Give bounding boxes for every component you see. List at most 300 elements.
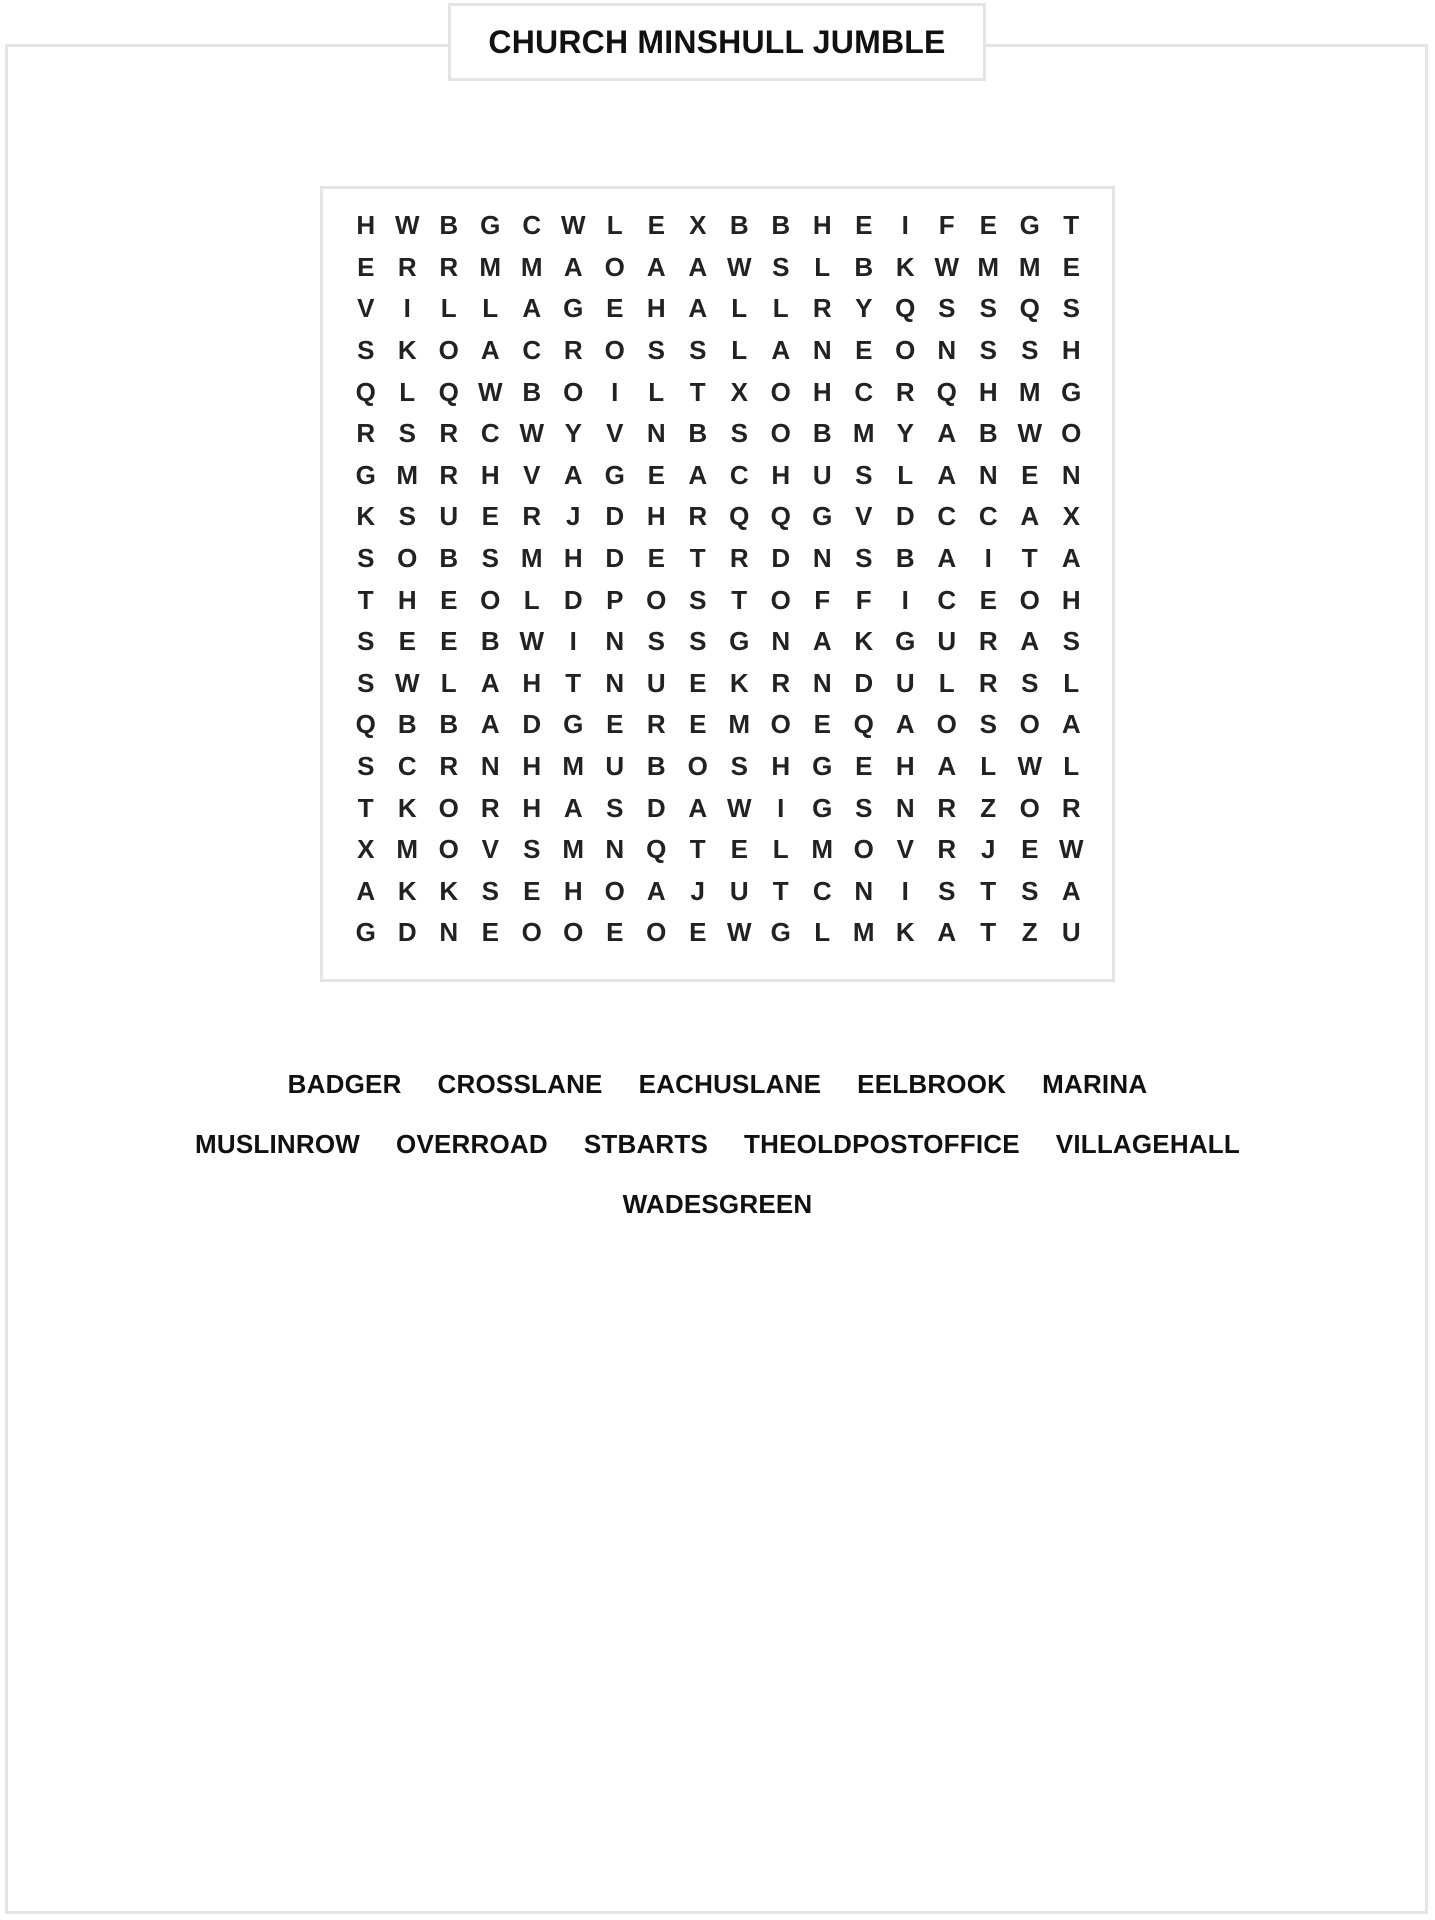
grid-letter[interactable]: R xyxy=(356,418,376,449)
grid-letter[interactable]: A xyxy=(937,418,957,449)
grid-letter[interactable]: U xyxy=(895,667,915,698)
grid-letter[interactable]: H xyxy=(895,751,915,782)
grid-letter[interactable]: E xyxy=(1062,251,1080,282)
grid-letter[interactable]: R xyxy=(688,501,708,532)
grid-letter[interactable]: E xyxy=(481,501,499,532)
grid-letter[interactable]: T xyxy=(689,834,706,865)
grid-letter[interactable]: G xyxy=(563,709,584,740)
grid-letter[interactable]: K xyxy=(397,792,417,823)
grid-letter[interactable]: S xyxy=(398,501,416,532)
grid-letter[interactable]: K xyxy=(397,875,417,906)
grid-letter[interactable]: U xyxy=(1061,917,1081,948)
grid-letter[interactable]: E xyxy=(647,543,665,574)
grid-letter[interactable]: A xyxy=(937,459,957,490)
grid-letter[interactable]: L xyxy=(648,376,665,407)
grid-letter[interactable]: S xyxy=(979,709,997,740)
grid-letter[interactable]: S xyxy=(979,335,997,366)
grid-letter[interactable]: O xyxy=(895,335,916,366)
grid-letter[interactable]: S xyxy=(689,626,707,657)
grid-letter[interactable]: M xyxy=(562,834,585,865)
grid-letter[interactable]: U xyxy=(812,459,832,490)
grid-letter[interactable]: E xyxy=(689,709,707,740)
grid-letter[interactable]: I xyxy=(901,584,909,615)
grid-letter[interactable]: L xyxy=(731,335,748,366)
grid-letter[interactable]: S xyxy=(772,251,790,282)
grid-letter[interactable]: H xyxy=(978,376,998,407)
grid-letter[interactable]: S xyxy=(357,751,375,782)
grid-letter[interactable]: Q xyxy=(729,501,750,532)
grid-letter[interactable]: A xyxy=(688,792,708,823)
grid-letter[interactable]: E xyxy=(606,917,624,948)
grid-letter[interactable]: O xyxy=(770,709,791,740)
grid-letter[interactable]: M xyxy=(520,251,543,282)
grid-letter[interactable]: E xyxy=(979,584,997,615)
grid-letter[interactable]: H xyxy=(771,459,791,490)
grid-letter[interactable]: T xyxy=(689,376,706,407)
grid-letter[interactable]: R xyxy=(439,751,459,782)
grid-letter[interactable]: I xyxy=(984,543,992,574)
grid-letter[interactable]: R xyxy=(978,626,998,657)
grid-letter[interactable]: Q xyxy=(1019,293,1040,324)
grid-letter[interactable]: N xyxy=(480,751,500,782)
grid-letter[interactable]: O xyxy=(438,335,459,366)
grid-letter[interactable]: G xyxy=(563,293,584,324)
grid-letter[interactable]: R xyxy=(937,834,957,865)
grid-letter[interactable]: A xyxy=(480,709,500,740)
grid-letter[interactable]: V xyxy=(523,459,541,490)
grid-letter[interactable]: L xyxy=(772,293,789,324)
grid-letter[interactable]: U xyxy=(439,501,459,532)
grid-letter[interactable]: G xyxy=(812,792,833,823)
grid-letter[interactable]: E xyxy=(730,834,748,865)
grid-letter[interactable]: K xyxy=(356,501,376,532)
grid-letter[interactable]: B xyxy=(771,210,791,241)
grid-letter[interactable]: S xyxy=(647,626,665,657)
grid-letter[interactable]: B xyxy=(522,376,542,407)
grid-letter[interactable]: M xyxy=(1018,376,1041,407)
grid-letter[interactable]: S xyxy=(938,293,956,324)
grid-letter[interactable]: S xyxy=(730,751,748,782)
grid-letter[interactable]: I xyxy=(611,376,619,407)
grid-letter[interactable]: S xyxy=(357,667,375,698)
grid-letter[interactable]: H xyxy=(1061,584,1081,615)
grid-letter[interactable]: N xyxy=(937,335,957,366)
grid-letter[interactable]: E xyxy=(357,251,375,282)
grid-letter[interactable]: R xyxy=(895,376,915,407)
grid-letter[interactable]: B xyxy=(397,709,417,740)
grid-letter[interactable]: N xyxy=(812,667,832,698)
grid-letter[interactable]: O xyxy=(770,418,791,449)
grid-letter[interactable]: X xyxy=(689,210,707,241)
grid-letter[interactable]: L xyxy=(731,293,748,324)
grid-letter[interactable]: N xyxy=(812,543,832,574)
grid-letter[interactable]: Q xyxy=(646,834,667,865)
grid-letter[interactable]: L xyxy=(814,251,831,282)
grid-letter[interactable]: O xyxy=(521,917,542,948)
grid-letter[interactable]: N xyxy=(646,418,666,449)
grid-letter[interactable]: V xyxy=(855,501,873,532)
grid-letter[interactable]: O xyxy=(1061,418,1082,449)
grid-letter[interactable]: T xyxy=(689,543,706,574)
grid-letter[interactable]: G xyxy=(812,751,833,782)
grid-letter[interactable]: R xyxy=(439,459,459,490)
grid-letter[interactable]: W xyxy=(1017,751,1043,782)
grid-letter[interactable]: R xyxy=(771,667,791,698)
grid-letter[interactable]: S xyxy=(1062,293,1080,324)
grid-letter[interactable]: S xyxy=(1021,667,1039,698)
grid-letter[interactable]: D xyxy=(771,543,791,574)
grid-letter[interactable]: F xyxy=(855,584,872,615)
grid-letter[interactable]: C xyxy=(480,418,500,449)
grid-letter[interactable]: A xyxy=(771,335,791,366)
grid-letter[interactable]: G xyxy=(895,626,916,657)
grid-letter[interactable]: J xyxy=(690,875,705,906)
grid-letter[interactable]: G xyxy=(355,459,376,490)
grid-letter[interactable]: E xyxy=(606,709,624,740)
grid-letter[interactable]: W xyxy=(934,251,960,282)
grid-letter[interactable]: O xyxy=(563,376,584,407)
grid-letter[interactable]: I xyxy=(901,210,909,241)
grid-letter[interactable]: M xyxy=(520,543,543,574)
grid-letter[interactable]: T xyxy=(980,917,997,948)
grid-letter[interactable]: I xyxy=(901,875,909,906)
grid-letter[interactable]: B xyxy=(895,543,915,574)
grid-letter[interactable]: H xyxy=(480,459,500,490)
grid-letter[interactable]: J xyxy=(566,501,581,532)
grid-letter[interactable]: X xyxy=(357,834,375,865)
grid-letter[interactable]: Q xyxy=(770,501,791,532)
grid-letter[interactable]: T xyxy=(357,584,374,615)
grid-letter[interactable]: V xyxy=(481,834,499,865)
grid-letter[interactable]: L xyxy=(1063,751,1080,782)
grid-letter[interactable]: S xyxy=(689,584,707,615)
grid-letter[interactable]: S xyxy=(1021,335,1039,366)
grid-letter[interactable]: K xyxy=(729,667,749,698)
grid-letter[interactable]: E xyxy=(855,210,873,241)
grid-letter[interactable]: A xyxy=(563,251,583,282)
grid-letter[interactable]: L xyxy=(938,667,955,698)
grid-letter[interactable]: A xyxy=(937,751,957,782)
grid-letter[interactable]: L xyxy=(897,459,914,490)
grid-letter[interactable]: R xyxy=(937,792,957,823)
grid-letter[interactable]: L xyxy=(399,376,416,407)
grid-letter[interactable]: N xyxy=(771,626,791,657)
grid-letter[interactable]: A xyxy=(646,875,666,906)
grid-letter[interactable]: E xyxy=(440,626,458,657)
grid-letter[interactable]: V xyxy=(896,834,914,865)
grid-letter[interactable]: O xyxy=(438,792,459,823)
grid-letter[interactable]: O xyxy=(1019,792,1040,823)
grid-letter[interactable]: S xyxy=(979,293,997,324)
grid-letter[interactable]: Q xyxy=(355,709,376,740)
grid-letter[interactable]: N xyxy=(605,667,625,698)
grid-letter[interactable]: M xyxy=(396,834,419,865)
grid-letter[interactable]: O xyxy=(936,709,957,740)
grid-letter[interactable]: W xyxy=(394,667,420,698)
grid-letter[interactable]: J xyxy=(981,834,996,865)
grid-letter[interactable]: Y xyxy=(855,293,873,324)
grid-letter[interactable]: A xyxy=(356,875,376,906)
grid-letter[interactable]: N xyxy=(895,792,915,823)
grid-letter[interactable]: R xyxy=(1061,792,1081,823)
grid-letter[interactable]: A xyxy=(812,626,832,657)
grid-letter[interactable]: S xyxy=(855,543,873,574)
grid-letter[interactable]: A xyxy=(688,293,708,324)
grid-letter[interactable]: M xyxy=(562,751,585,782)
grid-letter[interactable]: O xyxy=(604,875,625,906)
grid-letter[interactable]: Y xyxy=(564,418,582,449)
grid-letter[interactable]: Q xyxy=(438,376,459,407)
grid-letter[interactable]: Y xyxy=(896,418,914,449)
grid-letter[interactable]: H xyxy=(812,210,832,241)
grid-letter[interactable]: M xyxy=(728,709,751,740)
grid-letter[interactable]: S xyxy=(523,834,541,865)
grid-letter[interactable]: R xyxy=(480,792,500,823)
grid-letter[interactable]: G xyxy=(604,459,625,490)
grid-letter[interactable]: S xyxy=(855,459,873,490)
grid-letter[interactable]: L xyxy=(606,210,623,241)
grid-letter[interactable]: M xyxy=(811,834,834,865)
grid-letter[interactable]: S xyxy=(357,626,375,657)
grid-letter[interactable]: H xyxy=(522,751,542,782)
grid-letter[interactable]: Q xyxy=(853,709,874,740)
grid-letter[interactable]: T xyxy=(1021,543,1038,574)
grid-letter[interactable]: E xyxy=(606,293,624,324)
grid-letter[interactable]: S xyxy=(1062,626,1080,657)
grid-letter[interactable]: T xyxy=(772,875,789,906)
grid-letter[interactable]: W xyxy=(519,418,545,449)
grid-letter[interactable]: L xyxy=(440,293,457,324)
grid-letter[interactable]: B xyxy=(439,210,459,241)
grid-letter[interactable]: S xyxy=(357,543,375,574)
grid-letter[interactable]: G xyxy=(770,917,791,948)
grid-letter[interactable]: L xyxy=(523,584,540,615)
grid-letter[interactable]: C xyxy=(522,210,542,241)
grid-letter[interactable]: E xyxy=(855,335,873,366)
grid-letter[interactable]: A xyxy=(646,251,666,282)
grid-letter[interactable]: L xyxy=(1063,667,1080,698)
grid-letter[interactable]: D xyxy=(605,501,625,532)
grid-letter[interactable]: U xyxy=(646,667,666,698)
grid-letter[interactable]: T xyxy=(357,792,374,823)
grid-letter[interactable]: A xyxy=(1020,501,1040,532)
grid-letter[interactable]: D xyxy=(563,584,583,615)
grid-letter[interactable]: Q xyxy=(895,293,916,324)
grid-letter[interactable]: B xyxy=(854,251,874,282)
grid-letter[interactable]: I xyxy=(777,792,785,823)
grid-letter[interactable]: H xyxy=(397,584,417,615)
grid-letter[interactable]: G xyxy=(729,626,750,657)
grid-letter[interactable]: F xyxy=(938,210,955,241)
grid-letter[interactable]: L xyxy=(814,917,831,948)
grid-letter[interactable]: R xyxy=(729,543,749,574)
grid-letter[interactable]: T xyxy=(980,875,997,906)
grid-letter[interactable]: R xyxy=(522,501,542,532)
grid-letter[interactable]: E xyxy=(647,210,665,241)
grid-letter[interactable]: N xyxy=(978,459,998,490)
grid-letter[interactable]: O xyxy=(646,584,667,615)
grid-letter[interactable]: B xyxy=(812,418,832,449)
grid-letter[interactable]: A xyxy=(480,335,500,366)
grid-letter[interactable]: O xyxy=(563,917,584,948)
grid-letter[interactable]: C xyxy=(522,335,542,366)
grid-letter[interactable]: N xyxy=(1061,459,1081,490)
grid-letter[interactable]: B xyxy=(646,751,666,782)
grid-letter[interactable]: D xyxy=(522,709,542,740)
grid-letter[interactable]: E xyxy=(689,667,707,698)
grid-letter[interactable]: W xyxy=(726,917,752,948)
grid-letter[interactable]: M xyxy=(479,251,502,282)
grid-letter[interactable]: Z xyxy=(980,792,997,823)
grid-letter[interactable]: C xyxy=(854,376,874,407)
grid-letter[interactable]: B xyxy=(480,626,500,657)
grid-letter[interactable]: C xyxy=(978,501,998,532)
grid-letter[interactable]: L xyxy=(980,751,997,782)
grid-letter[interactable]: Q xyxy=(355,376,376,407)
grid-letter[interactable]: X xyxy=(1062,501,1080,532)
grid-letter[interactable]: O xyxy=(646,917,667,948)
grid-letter[interactable]: U xyxy=(729,875,749,906)
grid-letter[interactable]: G xyxy=(355,917,376,948)
grid-letter[interactable]: K xyxy=(895,917,915,948)
grid-letter[interactable]: R xyxy=(978,667,998,698)
grid-letter[interactable]: O xyxy=(853,834,874,865)
grid-letter[interactable]: S xyxy=(855,792,873,823)
grid-letter[interactable]: D xyxy=(646,792,666,823)
grid-letter[interactable]: Z xyxy=(1021,917,1038,948)
grid-letter[interactable]: L xyxy=(482,293,499,324)
grid-letter[interactable]: N xyxy=(854,875,874,906)
grid-letter[interactable]: T xyxy=(731,584,748,615)
grid-letter[interactable]: N xyxy=(439,917,459,948)
grid-letter[interactable]: S xyxy=(1021,875,1039,906)
grid-letter[interactable]: S xyxy=(689,335,707,366)
grid-letter[interactable]: D xyxy=(397,917,417,948)
grid-letter[interactable]: H xyxy=(356,210,376,241)
grid-letter[interactable]: A xyxy=(522,293,542,324)
grid-letter[interactable]: A xyxy=(1020,626,1040,657)
grid-letter[interactable]: T xyxy=(565,667,582,698)
grid-letter[interactable]: W xyxy=(1017,418,1043,449)
grid-letter[interactable]: G xyxy=(1061,376,1082,407)
grid-letter[interactable]: L xyxy=(440,667,457,698)
grid-letter[interactable]: K xyxy=(439,875,459,906)
grid-letter[interactable]: O xyxy=(397,543,418,574)
grid-letter[interactable]: O xyxy=(1019,584,1040,615)
grid-letter[interactable]: S xyxy=(398,418,416,449)
grid-letter[interactable]: C xyxy=(937,501,957,532)
grid-letter[interactable]: G xyxy=(1019,210,1040,241)
grid-letter[interactable]: U xyxy=(937,626,957,657)
grid-letter[interactable]: E xyxy=(440,584,458,615)
grid-letter[interactable]: D xyxy=(854,667,874,698)
grid-letter[interactable]: W xyxy=(560,210,586,241)
grid-letter[interactable]: A xyxy=(563,792,583,823)
grid-letter[interactable]: R xyxy=(439,418,459,449)
grid-letter[interactable]: E xyxy=(647,459,665,490)
grid-letter[interactable]: H xyxy=(563,543,583,574)
grid-letter[interactable]: A xyxy=(563,459,583,490)
grid-letter[interactable]: S xyxy=(938,875,956,906)
grid-letter[interactable]: W xyxy=(477,376,503,407)
grid-letter[interactable]: I xyxy=(403,293,411,324)
grid-letter[interactable]: I xyxy=(569,626,577,657)
grid-letter[interactable]: P xyxy=(606,584,624,615)
grid-letter[interactable]: A xyxy=(688,459,708,490)
grid-letter[interactable]: O xyxy=(770,376,791,407)
grid-letter[interactable]: C xyxy=(937,584,957,615)
grid-letter[interactable]: W xyxy=(726,251,752,282)
grid-letter[interactable]: C xyxy=(812,875,832,906)
grid-letter[interactable]: B xyxy=(688,418,708,449)
grid-letter[interactable]: M xyxy=(396,459,419,490)
grid-letter[interactable]: V xyxy=(606,418,624,449)
grid-letter[interactable]: E xyxy=(1021,834,1039,865)
grid-letter[interactable]: E xyxy=(523,875,541,906)
grid-letter[interactable]: A xyxy=(1061,709,1081,740)
grid-letter[interactable]: W xyxy=(726,792,752,823)
grid-letter[interactable]: N xyxy=(605,626,625,657)
grid-letter[interactable]: O xyxy=(1019,709,1040,740)
grid-letter[interactable]: D xyxy=(895,501,915,532)
grid-letter[interactable]: B xyxy=(439,709,459,740)
grid-letter[interactable]: A xyxy=(688,251,708,282)
grid-letter[interactable]: A xyxy=(1061,875,1081,906)
grid-letter[interactable]: O xyxy=(438,834,459,865)
grid-letter[interactable]: K xyxy=(895,251,915,282)
grid-letter[interactable]: G xyxy=(480,210,501,241)
grid-letter[interactable]: M xyxy=(852,418,875,449)
grid-letter[interactable]: E xyxy=(481,917,499,948)
grid-letter[interactable]: A xyxy=(895,709,915,740)
grid-letter[interactable]: S xyxy=(730,418,748,449)
grid-letter[interactable]: E xyxy=(979,210,997,241)
grid-letter[interactable]: S xyxy=(481,875,499,906)
grid-letter[interactable]: M xyxy=(1018,251,1041,282)
grid-letter[interactable]: N xyxy=(605,834,625,865)
grid-letter[interactable]: N xyxy=(812,335,832,366)
grid-letter[interactable]: R xyxy=(397,251,417,282)
grid-letter[interactable]: E xyxy=(1021,459,1039,490)
grid-letter[interactable]: R xyxy=(812,293,832,324)
grid-letter[interactable]: A xyxy=(480,667,500,698)
grid-letter[interactable]: H xyxy=(812,376,832,407)
grid-letter[interactable]: H xyxy=(1061,335,1081,366)
grid-letter[interactable]: R xyxy=(646,709,666,740)
grid-letter[interactable]: S xyxy=(606,792,624,823)
grid-letter[interactable]: C xyxy=(397,751,417,782)
grid-letter[interactable]: O xyxy=(480,584,501,615)
grid-letter[interactable]: X xyxy=(730,376,748,407)
grid-letter[interactable]: W xyxy=(519,626,545,657)
grid-letter[interactable]: D xyxy=(605,543,625,574)
grid-letter[interactable]: E xyxy=(813,709,831,740)
grid-letter[interactable]: K xyxy=(397,335,417,366)
grid-letter[interactable]: S xyxy=(481,543,499,574)
grid-letter[interactable]: O xyxy=(770,584,791,615)
grid-letter[interactable]: E xyxy=(855,751,873,782)
grid-letter[interactable]: S xyxy=(647,335,665,366)
grid-letter[interactable]: H xyxy=(563,875,583,906)
grid-letter[interactable]: H xyxy=(522,667,542,698)
grid-letter[interactable]: H xyxy=(522,792,542,823)
grid-letter[interactable]: K xyxy=(854,626,874,657)
grid-letter[interactable]: B xyxy=(439,543,459,574)
grid-letter[interactable]: R xyxy=(563,335,583,366)
grid-letter[interactable]: H xyxy=(771,751,791,782)
grid-letter[interactable]: H xyxy=(646,293,666,324)
grid-letter[interactable]: Q xyxy=(936,376,957,407)
